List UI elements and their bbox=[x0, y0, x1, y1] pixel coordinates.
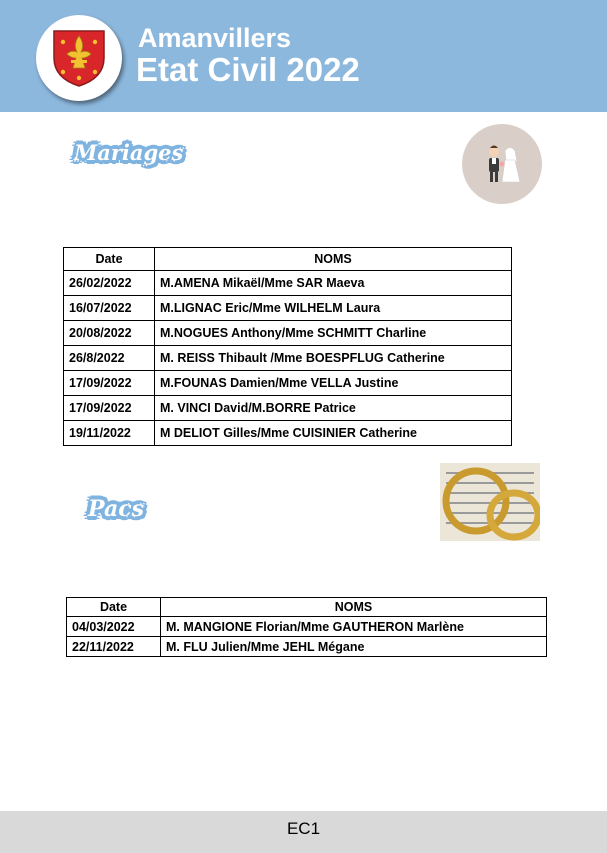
table-row bbox=[64, 321, 512, 346]
table-row bbox=[64, 271, 512, 296]
names-cell: M. MANGIONE Florian/Mme GAUTHERON Marlène bbox=[161, 617, 547, 637]
column-header-date: Date bbox=[67, 598, 161, 617]
mariages-section-title: Mariages bbox=[74, 140, 184, 165]
table-header-row bbox=[64, 248, 512, 271]
names-cell: M.NOGUES Anthony/Mme SCHMITT Charline bbox=[155, 321, 512, 346]
names-cell: M.LIGNAC Eric/Mme WILHELM Laura bbox=[155, 296, 512, 321]
column-header-noms: NOMS bbox=[155, 248, 512, 271]
mariages-table bbox=[63, 247, 512, 446]
pacs-section-title: Pacs bbox=[88, 496, 144, 522]
column-header-date: Date bbox=[64, 248, 155, 271]
table-row bbox=[67, 637, 547, 657]
table-row bbox=[64, 371, 512, 396]
table-header-row bbox=[67, 598, 547, 617]
column-header-noms: NOMS bbox=[161, 598, 547, 617]
wedding-couple-image bbox=[462, 124, 542, 204]
bride-and-groom-icon bbox=[462, 124, 542, 204]
date-cell: 17/09/2022 bbox=[64, 396, 155, 421]
table-row bbox=[64, 396, 512, 421]
pacs-table bbox=[66, 597, 547, 657]
date-cell: 16/07/2022 bbox=[64, 296, 155, 321]
coat-of-arms-icon bbox=[51, 28, 107, 88]
page-header bbox=[0, 0, 607, 112]
names-cell: M.AMENA Mikaël/Mme SAR Maeva bbox=[155, 271, 512, 296]
date-cell: 22/11/2022 bbox=[67, 637, 161, 657]
town-name: Amanvillers bbox=[138, 23, 292, 53]
date-cell: 17/09/2022 bbox=[64, 371, 155, 396]
date-cell: 20/08/2022 bbox=[64, 321, 155, 346]
wedding-rings-icon bbox=[440, 463, 540, 541]
names-cell: M. REISS Thibault /Mme BOESPFLUG Catherine bbox=[155, 346, 512, 371]
names-cell: M DELIOT Gilles/Mme CUISINIER Catherine bbox=[155, 421, 512, 446]
table-row bbox=[64, 346, 512, 371]
date-cell: 26/02/2022 bbox=[64, 271, 155, 296]
date-cell: 26/8/2022 bbox=[64, 346, 155, 371]
town-crest-logo bbox=[36, 15, 122, 101]
names-cell: M. FLU Julien/Mme JEHL Mégane bbox=[161, 637, 547, 657]
page-footer bbox=[0, 811, 607, 853]
names-cell: M. VINCI David/M.BORRE Patrice bbox=[155, 396, 512, 421]
page-number: EC1 bbox=[286, 819, 321, 838]
date-cell: 19/11/2022 bbox=[64, 421, 155, 446]
page-title: Etat Civil 2022 bbox=[136, 51, 360, 88]
table-row bbox=[64, 421, 512, 446]
table-row bbox=[64, 296, 512, 321]
date-cell: 04/03/2022 bbox=[67, 617, 161, 637]
names-cell: M.FOUNAS Damien/Mme VELLA Justine bbox=[155, 371, 512, 396]
pacs-rings-photo bbox=[440, 463, 540, 541]
table-row bbox=[67, 617, 547, 637]
